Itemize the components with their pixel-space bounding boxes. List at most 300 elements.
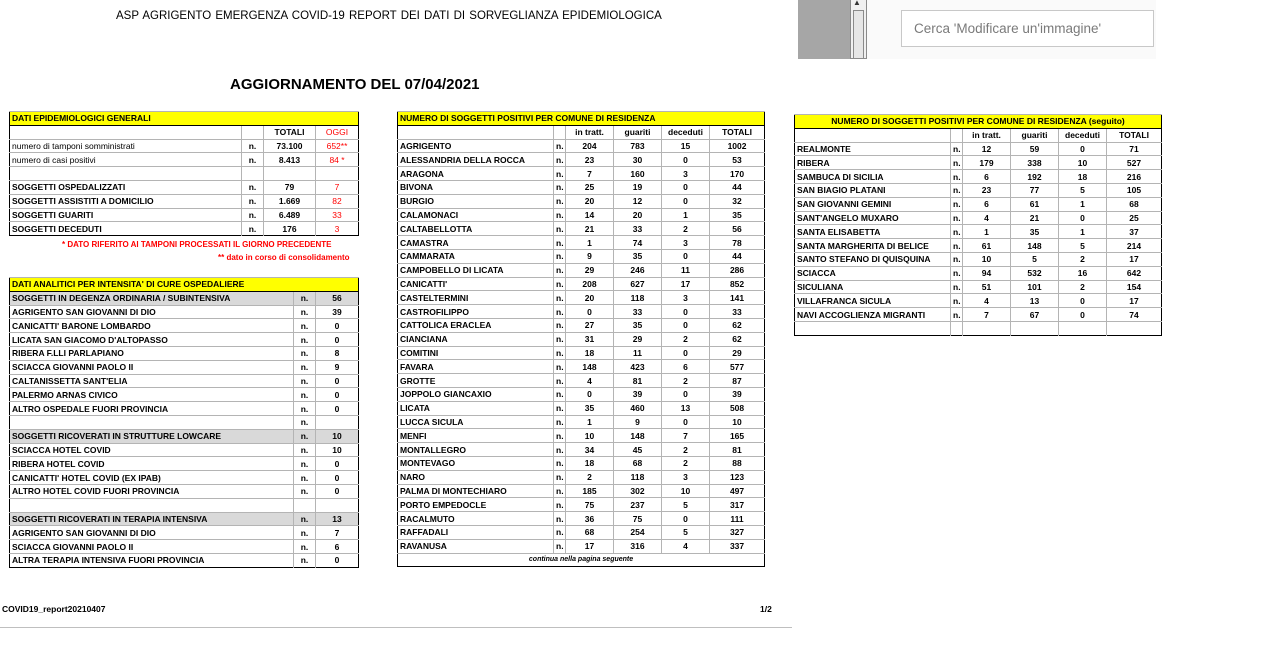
comune-value: 237 bbox=[614, 498, 662, 512]
general-row bbox=[10, 139, 359, 153]
row-unit: n. bbox=[554, 360, 566, 374]
comune-value: 35 bbox=[614, 249, 662, 263]
comune-row bbox=[398, 525, 765, 539]
hospital-row bbox=[10, 333, 359, 347]
row-value: 0 bbox=[316, 374, 359, 388]
comune-value: 23 bbox=[963, 183, 1011, 197]
empty-cell bbox=[1059, 321, 1107, 335]
comune-value: 286 bbox=[710, 263, 765, 277]
comune-value: 11 bbox=[614, 346, 662, 360]
search-input[interactable]: Cerca 'Modificare un'immagine' bbox=[901, 10, 1154, 47]
comune-name: FAVARA bbox=[398, 360, 554, 374]
row-totali: 1.669 bbox=[264, 194, 316, 208]
row-unit: n. bbox=[951, 183, 963, 197]
comune-row bbox=[398, 429, 765, 443]
hospital-row bbox=[10, 305, 359, 319]
comune-value: 14 bbox=[566, 208, 614, 222]
row-unit: n. bbox=[242, 222, 264, 236]
comune-row bbox=[398, 263, 765, 277]
group-row bbox=[10, 512, 359, 526]
row-label: LICATA SAN GIACOMO D'ALTOPASSO bbox=[10, 333, 294, 347]
comune-value: 254 bbox=[614, 525, 662, 539]
comuni-title-row bbox=[398, 112, 765, 126]
comune-value: 5 bbox=[1059, 239, 1107, 253]
comune-name: SCIACCA bbox=[795, 266, 951, 280]
comune-name: SAN BIAGIO PLATANI bbox=[795, 183, 951, 197]
comune-row bbox=[398, 305, 765, 319]
comune-name: SANTO STEFANO DI QUISQUINA bbox=[795, 252, 951, 266]
row-label: AGRIGENTO SAN GIOVANNI DI DIO bbox=[10, 526, 294, 540]
comune-value: 15 bbox=[662, 139, 710, 153]
row-unit: n. bbox=[554, 415, 566, 429]
comune-value: 3 bbox=[662, 167, 710, 181]
comune-value: 20 bbox=[566, 194, 614, 208]
row-unit: n. bbox=[294, 374, 316, 388]
comune-row bbox=[398, 153, 765, 167]
hospital-row bbox=[10, 526, 359, 540]
comune-value: 12 bbox=[614, 194, 662, 208]
general-row bbox=[10, 208, 359, 222]
comune-row bbox=[398, 180, 765, 194]
comune-value: 208 bbox=[566, 277, 614, 291]
comune-value: 10 bbox=[710, 415, 765, 429]
row-unit: n. bbox=[294, 429, 316, 443]
comune-value: 7 bbox=[963, 308, 1011, 322]
comune-value: 2 bbox=[662, 443, 710, 457]
row-value: 0 bbox=[316, 484, 359, 498]
comune-name: CIANCIANA bbox=[398, 332, 554, 346]
comune-value: 21 bbox=[1011, 211, 1059, 225]
comune-value: 75 bbox=[614, 512, 662, 526]
comune-name: RAVANUSA bbox=[398, 539, 554, 553]
comune-value: 170 bbox=[710, 167, 765, 181]
row-unit: n. bbox=[554, 167, 566, 181]
table-title: NUMERO DI SOGGETTI POSITIVI PER COMUNE DI RESIDENZA bbox=[398, 112, 765, 126]
column-header: in tratt. bbox=[566, 125, 614, 139]
comune-name: CASTROFILIPPO bbox=[398, 305, 554, 319]
comune-value: 20 bbox=[614, 208, 662, 222]
comune-value: 21 bbox=[566, 222, 614, 236]
row-unit: n. bbox=[554, 456, 566, 470]
row-unit: n. bbox=[554, 484, 566, 498]
general-row bbox=[10, 180, 359, 194]
row-unit: n. bbox=[554, 498, 566, 512]
comune-value: 9 bbox=[566, 249, 614, 263]
row-unit: n. bbox=[951, 197, 963, 211]
comune-value: 17 bbox=[662, 277, 710, 291]
comune-row bbox=[398, 498, 765, 512]
comune-name: CASTELTERMINI bbox=[398, 291, 554, 305]
row-unit: n. bbox=[554, 139, 566, 153]
comune-name: GROTTE bbox=[398, 374, 554, 388]
comune-name: REALMONTE bbox=[795, 142, 951, 156]
empty-cell bbox=[1011, 321, 1059, 335]
comune-value: 0 bbox=[662, 305, 710, 319]
hospital-row bbox=[10, 402, 359, 416]
row-label: CANICATTI' BARONE LOMBARDO bbox=[10, 319, 294, 333]
comune-value: 532 bbox=[1011, 266, 1059, 280]
row-unit bbox=[242, 167, 264, 181]
comune-value: 141 bbox=[710, 291, 765, 305]
row-unit: n. bbox=[294, 291, 316, 305]
empty-cell bbox=[795, 321, 951, 335]
comune-row bbox=[398, 194, 765, 208]
comune-value: 154 bbox=[1107, 280, 1162, 294]
row-unit: n. bbox=[951, 211, 963, 225]
comune-row bbox=[398, 443, 765, 457]
comune-value: 783 bbox=[614, 139, 662, 153]
comune-row bbox=[398, 512, 765, 526]
comune-row bbox=[398, 167, 765, 181]
comune-value: 327 bbox=[710, 525, 765, 539]
comune-row bbox=[795, 170, 1162, 184]
hospital-row bbox=[10, 498, 359, 512]
comune-name: SANTA ELISABETTA bbox=[795, 225, 951, 239]
comune-value: 0 bbox=[1059, 294, 1107, 308]
comune-value: 2 bbox=[566, 470, 614, 484]
comune-row bbox=[398, 236, 765, 250]
comune-value: 5 bbox=[1011, 252, 1059, 266]
general-header-row bbox=[10, 125, 359, 139]
comune-value: 148 bbox=[614, 429, 662, 443]
row-label: SCIACCA HOTEL COVID bbox=[10, 443, 294, 457]
comune-value: 0 bbox=[1059, 308, 1107, 322]
comune-value: 2 bbox=[1059, 280, 1107, 294]
comune-value: 25 bbox=[566, 180, 614, 194]
comune-value: 9 bbox=[614, 415, 662, 429]
row-unit: n. bbox=[294, 319, 316, 333]
comune-value: 160 bbox=[614, 167, 662, 181]
comune-value: 2 bbox=[1059, 252, 1107, 266]
comune-value: 36 bbox=[566, 512, 614, 526]
row-unit: n. bbox=[242, 208, 264, 222]
comune-value: 27 bbox=[566, 318, 614, 332]
divider bbox=[0, 627, 792, 628]
comune-row bbox=[795, 294, 1162, 308]
comune-value: 35 bbox=[614, 318, 662, 332]
comune-value: 216 bbox=[1107, 170, 1162, 184]
comune-value: 13 bbox=[1011, 294, 1059, 308]
comune-name: JOPPOLO GIANCAXIO bbox=[398, 387, 554, 401]
comune-row bbox=[398, 415, 765, 429]
comune-value: 20 bbox=[566, 291, 614, 305]
hospital-row bbox=[10, 443, 359, 457]
comune-name: ARAGONA bbox=[398, 167, 554, 181]
row-unit: n. bbox=[554, 153, 566, 167]
row-label: SOGGETTI ASSISTITI A DOMICILIO bbox=[10, 194, 242, 208]
comuni-title-row bbox=[795, 115, 1162, 129]
row-unit: n. bbox=[951, 308, 963, 322]
comune-name: VILLAFRANCA SICULA bbox=[795, 294, 951, 308]
comune-value: 317 bbox=[710, 498, 765, 512]
comune-row bbox=[795, 211, 1162, 225]
comune-row bbox=[398, 222, 765, 236]
comune-value: 39 bbox=[710, 387, 765, 401]
general-data-table bbox=[9, 111, 359, 236]
comune-value: 0 bbox=[662, 180, 710, 194]
comune-value: 81 bbox=[710, 443, 765, 457]
row-unit: n. bbox=[554, 470, 566, 484]
comune-value: 6 bbox=[963, 170, 1011, 184]
comune-value: 77 bbox=[1011, 183, 1059, 197]
footer-filename: COVID19_report20210407 bbox=[2, 604, 106, 614]
row-unit: n. bbox=[554, 180, 566, 194]
empty-row bbox=[795, 321, 1162, 335]
comune-value: 45 bbox=[614, 443, 662, 457]
comune-value: 59 bbox=[1011, 142, 1059, 156]
row-unit: n. bbox=[294, 512, 316, 526]
comune-value: 185 bbox=[566, 484, 614, 498]
row-value bbox=[316, 498, 359, 512]
row-label bbox=[10, 498, 294, 512]
row-label: ALTRO HOTEL COVID FUORI PROVINCIA bbox=[10, 484, 294, 498]
comune-value: 33 bbox=[710, 305, 765, 319]
row-unit: n. bbox=[242, 194, 264, 208]
comune-value: 316 bbox=[614, 539, 662, 553]
comune-value: 35 bbox=[1011, 225, 1059, 239]
row-totali: 73.100 bbox=[264, 139, 316, 153]
comune-value: 3 bbox=[662, 236, 710, 250]
row-unit: n. bbox=[554, 194, 566, 208]
header-spacer bbox=[398, 125, 554, 139]
comune-value: 6 bbox=[662, 360, 710, 374]
comune-name: NAVI ACCOGLIENZA MIGRANTI bbox=[795, 308, 951, 322]
comune-value: 0 bbox=[662, 346, 710, 360]
row-label: SOGGETTI DECEDUTI bbox=[10, 222, 242, 236]
comune-value: 118 bbox=[614, 291, 662, 305]
row-unit: n. bbox=[554, 429, 566, 443]
row-oggi: 84 * bbox=[316, 153, 359, 167]
comune-value: 337 bbox=[710, 539, 765, 553]
comune-value: 627 bbox=[614, 277, 662, 291]
general-row bbox=[10, 153, 359, 167]
comune-value: 6 bbox=[963, 197, 1011, 211]
comune-row bbox=[795, 142, 1162, 156]
comune-name: SANTA MARGHERITA DI BELICE bbox=[795, 239, 951, 253]
comune-value: 87 bbox=[710, 374, 765, 388]
comune-name: MONTEVAGO bbox=[398, 456, 554, 470]
row-unit: n. bbox=[554, 443, 566, 457]
comune-value: 7 bbox=[662, 429, 710, 443]
row-totali bbox=[264, 167, 316, 181]
row-unit: n. bbox=[554, 374, 566, 388]
general-row bbox=[10, 194, 359, 208]
comune-value: 35 bbox=[710, 208, 765, 222]
comune-value: 33 bbox=[614, 305, 662, 319]
row-totali: 8.413 bbox=[264, 153, 316, 167]
comune-row bbox=[398, 470, 765, 484]
comune-value: 1 bbox=[1059, 225, 1107, 239]
comune-value: 423 bbox=[614, 360, 662, 374]
row-value: 0 bbox=[316, 333, 359, 347]
row-label: SOGGETTI GUARITI bbox=[10, 208, 242, 222]
hospital-row bbox=[10, 374, 359, 388]
comune-name: CALTABELLOTTA bbox=[398, 222, 554, 236]
comune-value: 497 bbox=[710, 484, 765, 498]
row-value: 10 bbox=[316, 429, 359, 443]
comune-value: 204 bbox=[566, 139, 614, 153]
continua-note: continua nella pagina seguente bbox=[398, 553, 765, 567]
comune-value: 75 bbox=[566, 498, 614, 512]
comune-value: 1002 bbox=[710, 139, 765, 153]
comune-value: 62 bbox=[710, 318, 765, 332]
comune-value: 642 bbox=[1107, 266, 1162, 280]
hospital-row bbox=[10, 540, 359, 554]
comune-row bbox=[398, 456, 765, 470]
group-row bbox=[10, 291, 359, 305]
comune-name: SAMBUCA DI SICILIA bbox=[795, 170, 951, 184]
comune-value: 0 bbox=[662, 153, 710, 167]
row-label: ALTRA TERAPIA INTENSIVA FUORI PROVINCIA bbox=[10, 553, 294, 567]
row-oggi: 33 bbox=[316, 208, 359, 222]
comuni-table bbox=[397, 111, 765, 567]
comune-value: 4 bbox=[662, 539, 710, 553]
row-unit: n. bbox=[951, 280, 963, 294]
comune-value: 2 bbox=[662, 374, 710, 388]
row-label: RIBERA F.LLI PARLAPIANO bbox=[10, 346, 294, 360]
row-value: 0 bbox=[316, 471, 359, 485]
comune-name: MENFI bbox=[398, 429, 554, 443]
row-label: RIBERA HOTEL COVID bbox=[10, 457, 294, 471]
comune-value: 0 bbox=[1059, 211, 1107, 225]
comune-value: 18 bbox=[1059, 170, 1107, 184]
comune-name: SICULIANA bbox=[795, 280, 951, 294]
comune-name: SAN GIOVANNI GEMINI bbox=[795, 197, 951, 211]
comune-value: 165 bbox=[710, 429, 765, 443]
comune-value: 0 bbox=[662, 415, 710, 429]
comune-value: 0 bbox=[566, 387, 614, 401]
scrollbar-thumb[interactable] bbox=[853, 10, 864, 59]
column-header: TOTALI bbox=[1107, 128, 1162, 142]
comune-row bbox=[398, 387, 765, 401]
row-unit: n. bbox=[554, 512, 566, 526]
scroll-up-icon[interactable]: ▲ bbox=[853, 0, 861, 7]
comune-name: LUCCA SICULA bbox=[398, 415, 554, 429]
row-unit: n. bbox=[294, 333, 316, 347]
comune-value: 460 bbox=[614, 401, 662, 415]
comune-row bbox=[398, 249, 765, 263]
row-unit: n. bbox=[554, 208, 566, 222]
comune-name: CAMASTRA bbox=[398, 236, 554, 250]
update-date-title: AGGIORNAMENTO DEL 07/04/2021 bbox=[230, 76, 480, 93]
row-label: SOGGETTI RICOVERATI IN TERAPIA INTENSIVA bbox=[10, 512, 294, 526]
comune-value: 192 bbox=[1011, 170, 1059, 184]
row-unit: n. bbox=[554, 249, 566, 263]
comune-name: RAFFADALI bbox=[398, 525, 554, 539]
hospital-row bbox=[10, 319, 359, 333]
comune-value: 0 bbox=[662, 249, 710, 263]
comune-value: 81 bbox=[614, 374, 662, 388]
comune-name: AGRIGENTO bbox=[398, 139, 554, 153]
comune-row bbox=[398, 332, 765, 346]
comune-row bbox=[795, 197, 1162, 211]
comune-value: 0 bbox=[662, 387, 710, 401]
comune-row bbox=[795, 183, 1162, 197]
comune-value: 51 bbox=[963, 280, 1011, 294]
row-unit: n. bbox=[242, 153, 264, 167]
comune-value: 2 bbox=[662, 332, 710, 346]
row-unit: n. bbox=[554, 401, 566, 415]
row-unit: n. bbox=[951, 156, 963, 170]
comune-row bbox=[398, 318, 765, 332]
row-label bbox=[10, 167, 242, 181]
comune-value: 148 bbox=[1011, 239, 1059, 253]
row-label: CANICATTI' HOTEL COVID (EX IPAB) bbox=[10, 471, 294, 485]
comune-name: CATTOLICA ERACLEA bbox=[398, 318, 554, 332]
comune-value: 68 bbox=[614, 456, 662, 470]
row-unit: n. bbox=[951, 266, 963, 280]
column-header: deceduti bbox=[1059, 128, 1107, 142]
row-unit: n. bbox=[294, 360, 316, 374]
empty-cell bbox=[963, 321, 1011, 335]
column-header: guariti bbox=[1011, 128, 1059, 142]
comune-value: 0 bbox=[662, 194, 710, 208]
row-label bbox=[10, 415, 294, 429]
column-header: TOTALI bbox=[710, 125, 765, 139]
row-unit: n. bbox=[294, 553, 316, 567]
row-label: PALERMO ARNAS CIVICO bbox=[10, 388, 294, 402]
comune-row bbox=[398, 360, 765, 374]
header-spacer bbox=[554, 125, 566, 139]
row-value: 13 bbox=[316, 512, 359, 526]
row-unit: n. bbox=[242, 180, 264, 194]
comune-value: 214 bbox=[1107, 239, 1162, 253]
row-unit: n. bbox=[294, 305, 316, 319]
row-value: 10 bbox=[316, 443, 359, 457]
row-unit: n. bbox=[294, 457, 316, 471]
comune-value: 338 bbox=[1011, 156, 1059, 170]
group-row bbox=[10, 429, 359, 443]
comune-value: 3 bbox=[662, 291, 710, 305]
column-header: guariti bbox=[614, 125, 662, 139]
row-unit: n. bbox=[554, 291, 566, 305]
scrollbar[interactable] bbox=[850, 0, 867, 59]
row-label: SCIACCA GIOVANNI PAOLO II bbox=[10, 360, 294, 374]
comuni-seguito-table bbox=[794, 114, 1162, 336]
hospital-row bbox=[10, 388, 359, 402]
comune-value: 31 bbox=[566, 332, 614, 346]
comune-value: 4 bbox=[963, 294, 1011, 308]
comune-value: 32 bbox=[710, 194, 765, 208]
hospital-title-row bbox=[10, 278, 359, 292]
row-label: SCIACCA GIOVANNI PAOLO II bbox=[10, 540, 294, 554]
empty-cell bbox=[1107, 321, 1162, 335]
comune-value: 17 bbox=[566, 539, 614, 553]
row-unit: n. bbox=[554, 539, 566, 553]
comune-name: CAMPOBELLO DI LICATA bbox=[398, 263, 554, 277]
comune-value: 78 bbox=[710, 236, 765, 250]
comune-name: BURGIO bbox=[398, 194, 554, 208]
row-unit: n. bbox=[951, 170, 963, 184]
row-unit: n. bbox=[554, 222, 566, 236]
hospital-row bbox=[10, 471, 359, 485]
general-row bbox=[10, 167, 359, 181]
comune-name: PALMA DI MONTECHIARO bbox=[398, 484, 554, 498]
comune-value: 44 bbox=[710, 249, 765, 263]
comune-name: CAMMARATA bbox=[398, 249, 554, 263]
comune-value: 508 bbox=[710, 401, 765, 415]
row-unit: n. bbox=[294, 415, 316, 429]
row-unit: n. bbox=[554, 318, 566, 332]
hospital-data-table bbox=[9, 277, 359, 568]
row-unit: n. bbox=[294, 471, 316, 485]
comune-value: 1 bbox=[566, 236, 614, 250]
row-unit: n. bbox=[294, 526, 316, 540]
comune-value: 246 bbox=[614, 263, 662, 277]
row-oggi: 7 bbox=[316, 180, 359, 194]
table-title: NUMERO DI SOGGETTI POSITIVI PER COMUNE DI RESIDENZA (seguito) bbox=[795, 115, 1162, 129]
comune-name: PORTO EMPEDOCLE bbox=[398, 498, 554, 512]
